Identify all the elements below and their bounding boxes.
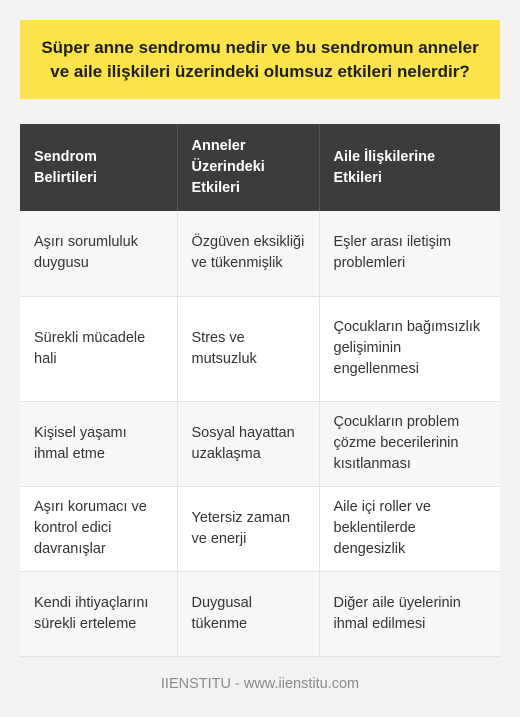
table-cell: Aile içi roller ve beklentilerde dengesizlik bbox=[333, 499, 431, 557]
table-cell: Sosyal hayattan uzaklaşma bbox=[177, 401, 319, 486]
table-cell: Kendi ihtiyaçlarını sürekli erteleme bbox=[20, 571, 177, 656]
table-cell: Aşırı korumacı ve kontrol edici davranışlar bbox=[20, 486, 177, 571]
header-cell-family-effects: Aile İlişkilerine Etkileri bbox=[333, 148, 436, 186]
table-row bbox=[20, 486, 500, 571]
header-cell-mother-effects: Anneler Üzerindeki Etkileri bbox=[177, 124, 319, 211]
table-row bbox=[20, 401, 500, 486]
page-title: Süper anne sendromu nedir ve bu sendromun anneler ve aile ilişkileri üzerindeki olumsuz etkileri nelerdir? bbox=[41, 37, 479, 81]
table-row bbox=[20, 211, 500, 296]
table-cell: Çocukların bağımsızlık gelişiminin engellenmesi bbox=[333, 319, 481, 377]
footer-credit: IIENSTITU - www.iienstitu.com bbox=[160, 676, 360, 692]
header-cell-symptoms: Sendrom Belirtileri bbox=[20, 124, 177, 211]
table-cell: Çocukların problem çözme becerilerinin kısıtlanması bbox=[333, 414, 460, 472]
table-cell: Aşırı sorumluluk duygusu bbox=[20, 211, 177, 296]
table-header-row bbox=[20, 124, 500, 211]
table-cell: Sürekli mücadele hali bbox=[20, 296, 177, 401]
table-cell: Duygusal tükenme bbox=[177, 571, 319, 656]
table-cell: Eşler arası iletişim problemleri bbox=[333, 234, 452, 272]
table-row bbox=[20, 296, 500, 401]
comparison-table bbox=[20, 124, 500, 657]
table-cell: Stres ve mutsuzluk bbox=[177, 296, 319, 401]
table-row bbox=[20, 571, 500, 656]
table-cell: Diğer aile üyelerinin ihmal edilmesi bbox=[333, 594, 461, 632]
table-cell: Kişisel yaşamı ihmal etme bbox=[20, 401, 177, 486]
table-cell: Yetersiz zaman ve enerji bbox=[177, 486, 319, 571]
table-cell: Özgüven eksikliği ve tükenmişlik bbox=[177, 211, 319, 296]
title-banner bbox=[20, 20, 500, 99]
